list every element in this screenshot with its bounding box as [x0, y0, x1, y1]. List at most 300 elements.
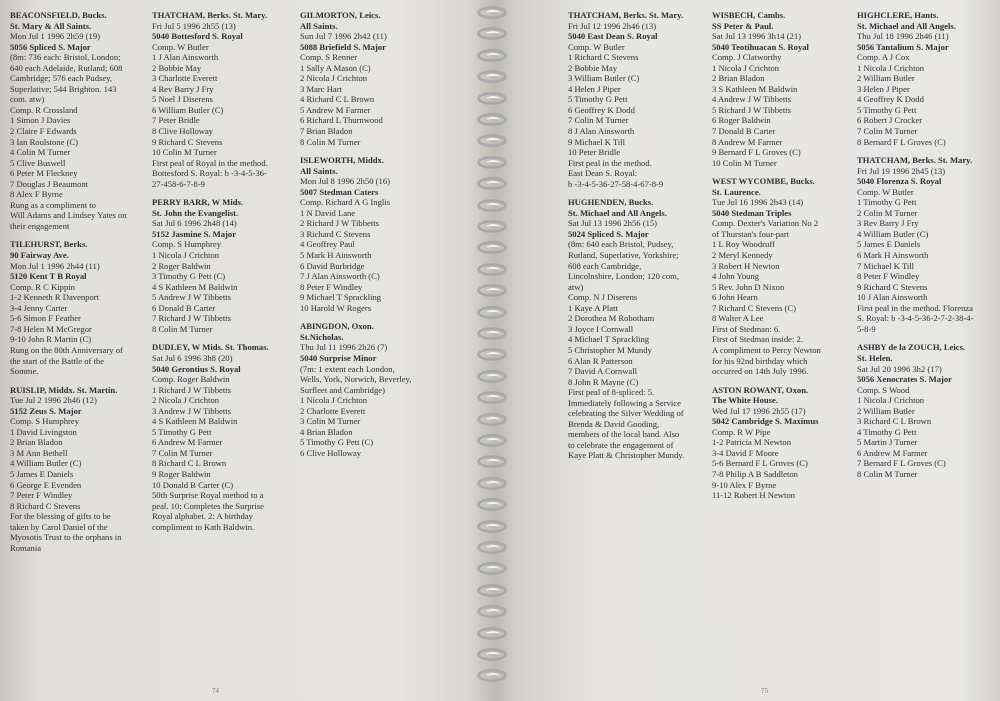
- entry-heading: St. John the Evangelist.: [152, 207, 239, 218]
- entry-line: First peal in the method.: [568, 157, 652, 168]
- entry-line: Rung on the 80th Anniversary of: [10, 344, 123, 355]
- entry-line: 6 David Burbridge: [300, 260, 365, 271]
- entry-heading: St. Michael and All Angels.: [568, 207, 667, 218]
- entry-method: 5056 Tantalium S. Major: [857, 41, 949, 52]
- entry-line: 1 Nicola J Crichton: [857, 395, 925, 406]
- binding-ring: [477, 220, 507, 233]
- entry-line: 9-10 Alex F Byrne: [712, 479, 777, 490]
- entry-date: Sat Jul 6 1996 2h48 (14): [152, 218, 237, 229]
- entry-heading: THATCHAM, Berks. St. Mary.: [857, 155, 973, 166]
- binding-ring: [477, 327, 507, 340]
- entry-line: First peal of 8-spliced: 5.: [568, 387, 655, 398]
- entry-line: East Dean S. Royal:: [568, 168, 638, 179]
- entry-line: 608 each Cambridge,: [568, 260, 642, 271]
- entry-heading: SS Peter & Paul.: [712, 20, 774, 31]
- entry-line: 7 Donald B Carter: [712, 126, 776, 137]
- page-number: 75: [761, 687, 768, 695]
- entry-line: 3 Andrew J W Tibbetts: [152, 405, 231, 416]
- entry-heading: HUGHENDEN, Bucks.: [568, 197, 654, 208]
- entry-line: 2 Nicola J Crichton: [152, 395, 220, 406]
- entry-line: 7 Colin M Turner: [152, 447, 213, 458]
- entry-line: 2 Colin M Turner: [857, 207, 918, 218]
- entry-line: 9 Roger Baldwin: [152, 468, 211, 479]
- binding-ring: [477, 391, 507, 404]
- binding-ring: [477, 241, 507, 254]
- column: [300, 10, 450, 466]
- entry-heading: HIGHCLERE, Hants.: [857, 10, 939, 20]
- entry-line: 7 Michael K Till: [857, 260, 915, 271]
- entry-date: Thu Jul 11 1996 2h26 (7): [300, 342, 388, 353]
- entry-line: Comp. N J Diserens: [568, 292, 638, 303]
- peal-entry: [857, 155, 997, 334]
- entry-line: 5 James E Daniels: [857, 239, 921, 250]
- entry-date: Sat Jul 13 1996 3h14 (21): [712, 31, 802, 42]
- entry-line: 3 M Ann Bethell: [10, 447, 68, 458]
- entry-method: 5152 Zeus S. Major: [10, 405, 82, 416]
- spiral-binding: [470, 0, 515, 701]
- entry-line: Brenda & David Gooding,: [568, 418, 660, 429]
- entry-line: 9 Michael T Sprackling: [300, 292, 382, 303]
- entry-line: 9 Bernard F L Groves (C): [712, 147, 801, 158]
- entry-heading: The White House.: [712, 395, 778, 406]
- entry-date: Sat Jul 20 1996 3h2 (17): [857, 363, 942, 374]
- entry-line: 8 Alex F Byrne: [10, 189, 63, 200]
- entry-line: 5 Christopher M Mundy: [568, 344, 652, 355]
- peal-entry: [568, 197, 706, 461]
- entry-heading: BEACONSFIELD, Bucks.: [10, 10, 107, 20]
- entry-line: 3 Richard C Stevens: [300, 228, 371, 239]
- left-page: [0, 0, 470, 701]
- entry-line: Bottesford S. Royal: b -3-4-5-36-: [152, 168, 267, 179]
- entry-line: Cambridge; 576 each Pudsey,: [10, 73, 113, 84]
- entry-line: 3 William Butler (C): [568, 73, 640, 84]
- entry-method: 5040 Teotihuacan S. Royal: [712, 41, 809, 52]
- entry-line: 3 Marc Hart: [300, 83, 342, 94]
- entry-line: 7 Richard C Stevens (C): [712, 302, 797, 313]
- entry-heading: St. Laurence.: [712, 186, 761, 197]
- entry-line: compliment to Kath Baldwin.: [152, 521, 255, 532]
- entry-line: 9 Michael K Till: [568, 136, 626, 147]
- entry-line: 7-8 Philip A B Saddleton: [712, 468, 798, 479]
- entry-heading: ISLEWORTH, Middx.: [300, 155, 384, 166]
- entry-line: 6 Andrew M Farmer: [857, 447, 928, 458]
- entry-line: 3 Robert H Newton: [712, 260, 780, 271]
- entry-line: 2 William Butler: [857, 405, 915, 416]
- entry-line: 8 Andrew M Farmer: [712, 136, 783, 147]
- peal-entry: [152, 342, 292, 532]
- entry-line: Comp. W Butler: [152, 41, 209, 52]
- entry-line: 2 Nicola J Crichton: [300, 73, 368, 84]
- entry-line: for his 92nd birthday which: [712, 355, 808, 366]
- entry-method: 5007 Stedman Caters: [300, 186, 379, 197]
- entry-line: Rung as a compliment to: [10, 199, 96, 210]
- entry-line: 7 Richard J W Tibbetts: [152, 313, 231, 324]
- binding-ring: [477, 455, 507, 468]
- entry-line: Comp. S Renner: [300, 52, 358, 63]
- entry-line: 11-12 Robert H Newton: [712, 490, 795, 501]
- entry-line: 6 George E Evenden: [10, 479, 82, 490]
- entry-method: 5024 Spliced S. Major: [568, 228, 649, 239]
- entry-line: Romania: [10, 542, 42, 553]
- entry-line: 50th Surprise Royal method to a: [152, 490, 264, 501]
- entry-line: 1 J Alan Ainsworth: [152, 52, 219, 63]
- peal-entry: [300, 321, 450, 458]
- entry-line: Superlative; 544 Brighton. 143: [10, 83, 117, 94]
- entry-line: S. Royal: b -3-4-5-36-2-7-2-38-4-: [857, 313, 974, 324]
- entry-line: 4 Richard C L Brown: [300, 94, 375, 105]
- entry-line: 5 Andrew J W Tibbetts: [152, 292, 231, 303]
- binding-ring: [477, 284, 507, 297]
- entry-line: 8 Peter F Windley: [300, 281, 363, 292]
- entry-heading: St. Helen.: [857, 352, 893, 363]
- entry-line: 3-4 David F Moore: [712, 447, 779, 458]
- peal-entry: [568, 10, 706, 189]
- entry-line: 6 Donald B Carter: [152, 302, 216, 313]
- entry-line: A compliment to Percy Newton: [712, 344, 821, 355]
- entry-line: 7 J Alan Ainsworth (C): [300, 271, 380, 282]
- entry-date: Tue Jul 2 1996 2h46 (12): [10, 395, 97, 406]
- peal-entry: [10, 239, 146, 376]
- entry-line: 4 Helen J Piper: [568, 83, 621, 94]
- entry-date: Fri Jul 5 1996 2h55 (13): [152, 20, 236, 31]
- entry-line: 5 Martin J Turner: [857, 437, 918, 448]
- entry-line: 2 Brian Bladon: [10, 437, 63, 448]
- entry-line: 9-10 John R Martin (C): [10, 334, 92, 345]
- binding-ring: [477, 113, 507, 126]
- peal-entry: [857, 342, 997, 479]
- entry-line: 4 S Kathleen M Baldwin: [152, 416, 238, 427]
- entry-line: 1 David Livingston: [10, 426, 77, 437]
- entry-date: Thu Jul 18 1996 2h46 (11): [857, 31, 949, 42]
- entry-line: 8 Richard C L Brown: [152, 458, 227, 469]
- entry-line: Comp. J Clatworthy: [712, 52, 782, 63]
- entry-heading: ASHBY de la ZOUCH, Leics.: [857, 342, 966, 353]
- entry-date: Sun Jul 7 1996 2h42 (11): [300, 31, 387, 42]
- entry-heading: DUDLEY, W Mids. St. Thomas.: [152, 342, 269, 353]
- entry-method: 5152 Jasmine S. Major: [152, 228, 237, 239]
- entry-line: 6 Andrew M Farmer: [152, 437, 223, 448]
- entry-line: Immediately following a Service: [568, 397, 681, 408]
- binding-ring: [477, 520, 507, 533]
- entry-line: 7 Bernard F L Groves (C): [857, 458, 946, 469]
- peal-entry: [152, 197, 292, 334]
- entry-line: 8 Clive Holloway: [152, 126, 214, 137]
- entry-line: 3 Helen J Piper: [857, 83, 910, 94]
- entry-line: 1-2 Kenneth R Davenport: [10, 292, 100, 303]
- binding-ring: [477, 627, 507, 640]
- entry-line: 4 Geoffrey Paul: [300, 239, 355, 250]
- entry-line: atw): [568, 281, 584, 292]
- entry-method: 5040 Stedman Triples: [712, 207, 792, 218]
- entry-line: 3 Timothy G Pett (C): [152, 271, 226, 282]
- entry-line: 8 Colin M Turner: [857, 468, 918, 479]
- entry-line: 8 Walter A Lee: [712, 313, 764, 324]
- entry-line: 7 Peter F Windley: [10, 490, 73, 501]
- binding-ring: [477, 177, 507, 190]
- entry-line: 1 Nicola J Crichton: [857, 62, 925, 73]
- right-page: [515, 0, 1000, 701]
- entry-line: 6 Peter M Fleckney: [10, 168, 78, 179]
- entry-line: 3 Joyce I Cornwall: [568, 323, 634, 334]
- entry-line: 5 Timothy G Pett: [152, 426, 212, 437]
- entry-line: (8m: 640 each Bristol, Pudsey,: [568, 239, 674, 250]
- entry-method: 5088 Briefield S. Major: [300, 41, 386, 52]
- binding-ring: [477, 134, 507, 147]
- entry-line: 1 Kaye A Platt: [568, 302, 618, 313]
- entry-line: 7 Colin M Turner: [568, 115, 629, 126]
- entry-line: 1 Nicola J Crichton: [712, 62, 780, 73]
- entry-line: 2 William Butler: [857, 73, 915, 84]
- entry-line: 2 Dorothea M Robotham: [568, 313, 655, 324]
- entry-line: 6 Geoffrey K Dodd: [568, 104, 635, 115]
- entry-line: 1 Richard J W Tibbetts: [152, 384, 231, 395]
- entry-heading: All Saints.: [300, 20, 338, 31]
- entry-line: 5 Rev. John D Nixon: [712, 281, 785, 292]
- entry-line: 4 S Kathleen M Baldwin: [152, 281, 238, 292]
- entry-line: First of Stedman: 6.: [712, 323, 781, 334]
- entry-line: 1 Timothy G Pett: [857, 197, 917, 208]
- entry-line: 8 Bernard F L Groves (C): [857, 136, 946, 147]
- entry-date: Fri Jul 12 1996 2h46 (13): [568, 20, 657, 31]
- entry-line: 8 Colin M Turner: [152, 323, 213, 334]
- binding-ring: [477, 434, 507, 447]
- peal-entry: [712, 176, 852, 376]
- binding-ring: [477, 6, 507, 19]
- entry-method: 5040 Florenza S. Royal: [857, 176, 942, 187]
- binding-ring: [477, 306, 507, 319]
- entry-line: 1 Simon J Davies: [10, 115, 71, 126]
- entry-line: 6 Richard L Thurnwood: [300, 115, 383, 126]
- binding-ring: [477, 477, 507, 490]
- entry-line: 6 Mark H Ainsworth: [857, 250, 929, 261]
- entry-line: 5-8-9: [857, 323, 876, 334]
- binding-ring: [477, 413, 507, 426]
- entry-heading: GILMORTON, Leics.: [300, 10, 381, 20]
- entry-line: 10 Colin M Turner: [152, 147, 217, 158]
- binding-ring: [477, 541, 507, 554]
- entry-line: their engagement: [10, 220, 70, 231]
- entry-line: 7 Douglas J Beaumont: [10, 178, 89, 189]
- entry-line: 3 S Kathleen M Baldwin: [712, 83, 798, 94]
- entry-method: 5056 Spliced S. Major: [10, 41, 91, 52]
- entry-line: 7 Peter Bridle: [152, 115, 200, 126]
- entry-line: 1 Nicola J Crichton: [152, 250, 220, 261]
- entry-line: 4 William Butler (C): [857, 228, 929, 239]
- entry-heading: 90 Fairway Ave.: [10, 250, 69, 261]
- entry-line: 1 Richard C Stevens: [568, 52, 639, 63]
- entry-line: Comp. S Wood: [857, 384, 910, 395]
- entry-heading: All Saints.: [300, 165, 338, 176]
- entry-line: of Thurstan's four-part: [712, 228, 790, 239]
- entry-heading: ABINGDON, Oxon.: [300, 321, 374, 332]
- entry-line: Comp. A J Cox: [857, 52, 910, 63]
- entry-heading: ASTON ROWANT, Oxon.: [712, 384, 809, 395]
- column: [712, 10, 852, 509]
- binding-ring: [477, 584, 507, 597]
- entry-line: 5 Andrew M Farmer: [300, 104, 371, 115]
- entry-line: 6 Clive Holloway: [300, 447, 362, 458]
- entry-line: 7 Colin M Turner: [857, 126, 918, 137]
- entry-method: 5040 Bottesford S. Royal: [152, 31, 243, 42]
- entry-line: Comp. S Humphrey: [10, 416, 79, 427]
- entry-line: 27-458-6-7-8-9: [152, 178, 205, 189]
- entry-line: 5-6 Bernard F L Groves (C): [712, 458, 808, 469]
- entry-line: 6 John Hearn: [712, 292, 758, 303]
- entry-line: 2 Charlotte Everett: [300, 405, 366, 416]
- entry-line: Comp. S Humphrey: [152, 239, 221, 250]
- entry-line: 4 Brian Bladon: [300, 426, 353, 437]
- entry-line: 5 Timothy G Pett: [857, 104, 917, 115]
- entry-line: Wells, York, Norwich, Beverley,: [300, 374, 412, 385]
- entry-line: 10 Colin M Turner: [712, 157, 777, 168]
- entry-line: 9 Richard C Stevens: [152, 136, 223, 147]
- entry-line: 5 Timothy G Pett (C): [300, 437, 374, 448]
- entry-line: members of the local band. Also: [568, 429, 680, 440]
- entry-heading: RUISLIP, Middx. St. Martin.: [10, 384, 118, 395]
- entry-line: 3 Richard C L Brown: [857, 416, 932, 427]
- entry-line: Somme.: [10, 366, 39, 377]
- entry-line: Comp. Roger Baldwin: [152, 374, 230, 385]
- entry-line: 6 Roger Baldwin: [712, 115, 771, 126]
- binding-ring: [477, 498, 507, 511]
- entry-line: celebrating the Silver Wedding of: [568, 408, 684, 419]
- peal-entry: [300, 10, 450, 147]
- entry-line: 2 Brian Bladon: [712, 73, 765, 84]
- entry-line: 1 Nicola J Crichton: [300, 395, 368, 406]
- entry-line: 3 Colin M Turner: [300, 416, 361, 427]
- entry-line: 7-8 Helen M McGregor: [10, 323, 92, 334]
- entry-line: Rutland, Superlative, Yorkshire;: [568, 250, 679, 261]
- entry-date: Mon Jul 1 1996 2h59 (19): [10, 31, 100, 42]
- entry-line: 10 J Alan Ainsworth: [857, 292, 928, 303]
- entry-heading: TILEHURST, Berks.: [10, 239, 88, 250]
- entry-line: 8 Peter F Windley: [857, 271, 920, 282]
- binding-ring: [477, 27, 507, 40]
- entry-line: Comp. R W Pipe: [712, 426, 771, 437]
- entry-line: 5-6 Simon F Feather: [10, 313, 81, 324]
- entry-line: Lincolnshire, London; 120 com,: [568, 271, 679, 282]
- entry-heading: PERRY BARR, W Mids.: [152, 197, 243, 208]
- entry-line: b -3-4-5-36-27-58-4-67-8-9: [568, 178, 664, 189]
- entry-date: Sat Jul 6 1996 3h8 (20): [152, 352, 233, 363]
- entry-line: peal. 10: Completes the Surprise: [152, 500, 264, 511]
- entry-line: 10 Donald B Carter (C): [152, 479, 234, 490]
- peal-entry: [300, 155, 450, 313]
- entry-line: 9 Richard C Stevens: [857, 281, 928, 292]
- entry-line: 2 Claire F Edwards: [10, 126, 77, 137]
- column: [857, 10, 997, 488]
- entry-line: occurred on 14th July 1996.: [712, 366, 809, 377]
- binding-ring: [477, 348, 507, 361]
- entry-method: 5040 Surprise Minor: [300, 352, 377, 363]
- entry-line: taken by Carol Daniel of the: [10, 521, 108, 532]
- entry-line: 8 Colin M Turner: [300, 136, 361, 147]
- binding-ring: [477, 49, 507, 62]
- peal-entry: [10, 10, 146, 231]
- entry-heading: St. Mary & All Saints.: [10, 20, 92, 31]
- entry-heading: WEST WYCOMBE, Bucks.: [712, 176, 815, 187]
- entry-line: 8 John R Mayne (C): [568, 376, 639, 387]
- entry-line: 640 each Adelaide, Rutland; 608: [10, 62, 123, 73]
- entry-line: Surfleet and Cambridge): [300, 384, 385, 395]
- entry-line: 1 L Roy Woodruff: [712, 239, 775, 250]
- entry-line: 4 Timothy G Pett: [857, 426, 917, 437]
- binding-ring: [477, 562, 507, 575]
- entry-line: 7 Brian Bladon: [300, 126, 353, 137]
- entry-line: First peal in the method. Florenza: [857, 302, 973, 313]
- entry-line: 10 Peter Bridle: [568, 147, 621, 158]
- entry-line: 2 Bobbie May: [568, 62, 618, 73]
- entry-line: 1 N David Lane: [300, 207, 356, 218]
- entry-heading: THATCHAM, Berks. St. Mary.: [152, 10, 268, 20]
- entry-line: 5 Richard J W Tibbetts: [712, 104, 791, 115]
- entry-method: 5056 Xenocrates S. Major: [857, 374, 952, 385]
- entry-line: 3 Ian Roulstone (C): [10, 136, 79, 147]
- entry-line: Royal alphabet. 2: A birthday: [152, 511, 253, 522]
- entry-line: First peal of Royal in the method.: [152, 157, 268, 168]
- entry-method: 5120 Kent T B Royal: [10, 271, 87, 282]
- entry-method: 5040 Gerontius S. Royal: [152, 363, 241, 374]
- entry-heading: St. Michael and All Angels.: [857, 20, 956, 31]
- entry-line: 8 J Alan Ainsworth: [568, 126, 635, 137]
- peal-entry: [712, 385, 852, 501]
- entry-line: 2 Richard J W Tibbetts: [300, 218, 379, 229]
- page-number: 74: [212, 687, 219, 695]
- entry-line: 4 Geoffrey K Dodd: [857, 94, 924, 105]
- entry-date: Fri Jul 19 1996 2h45 (13): [857, 165, 946, 176]
- entry-line: 5 Clive Buswell: [10, 157, 66, 168]
- entry-line: Comp. Dexter's Variation No 2: [712, 218, 819, 229]
- peal-entry: [857, 10, 997, 147]
- entry-date: Mon Jul 1 1996 2h44 (11): [10, 260, 100, 271]
- peal-entry: [152, 10, 292, 189]
- entry-line: 5 Noel J Diserens: [152, 94, 213, 105]
- entry-line: com. atw): [10, 94, 45, 105]
- entry-line: 4 Andrew J W Tibbetts: [712, 94, 791, 105]
- entry-line: Will Adams and Lindsey Yates on: [10, 210, 127, 221]
- column: [152, 10, 292, 540]
- entry-line: 5 Mark H Ainsworth: [300, 250, 372, 261]
- column: [568, 10, 706, 469]
- entry-line: to celebrate the engagement of: [568, 439, 674, 450]
- entry-line: 7 David A Cornwall: [568, 366, 637, 377]
- entry-method: 5040 East Dean S. Royal: [568, 31, 658, 42]
- binding-ring: [477, 199, 507, 212]
- entry-line: 2 Bobbie May: [152, 62, 202, 73]
- binding-ring: [477, 605, 507, 618]
- entry-line: First of Stedman inside: 2.: [712, 334, 803, 345]
- entry-line: For the blessing of gifts to be: [10, 511, 111, 522]
- entry-line: 4 Colin M Turner: [10, 147, 71, 158]
- entry-line: Comp. R C Kippin: [10, 281, 75, 292]
- entry-line: (8m: 736 each: Bristol, London;: [10, 52, 121, 63]
- entry-line: 4 Michael T Sprackling: [568, 334, 650, 345]
- binding-ring: [477, 370, 507, 383]
- entry-line: 10 Harold W Rogers: [300, 302, 372, 313]
- entry-heading: THATCHAM, Berks. St. Mary.: [568, 10, 684, 20]
- entry-line: the start of the Battle of the: [10, 355, 105, 366]
- entry-line: 2 Meryl Kennedy: [712, 250, 773, 261]
- peal-entry: [712, 10, 852, 168]
- entry-date: Mon Jul 8 1996 2h50 (16): [300, 176, 390, 187]
- entry-line: Myosotis Trust to the orphans in: [10, 532, 122, 543]
- entry-line: 4 John Young: [712, 271, 760, 282]
- entry-heading: St.Nicholas.: [300, 331, 344, 342]
- entry-method: 5042 Cambridge S. Maximus: [712, 416, 819, 427]
- entry-line: Comp. Richard A G Inglis: [300, 197, 390, 208]
- entry-line: Comp. R Crossland: [10, 104, 78, 115]
- binding-ring: [477, 669, 507, 682]
